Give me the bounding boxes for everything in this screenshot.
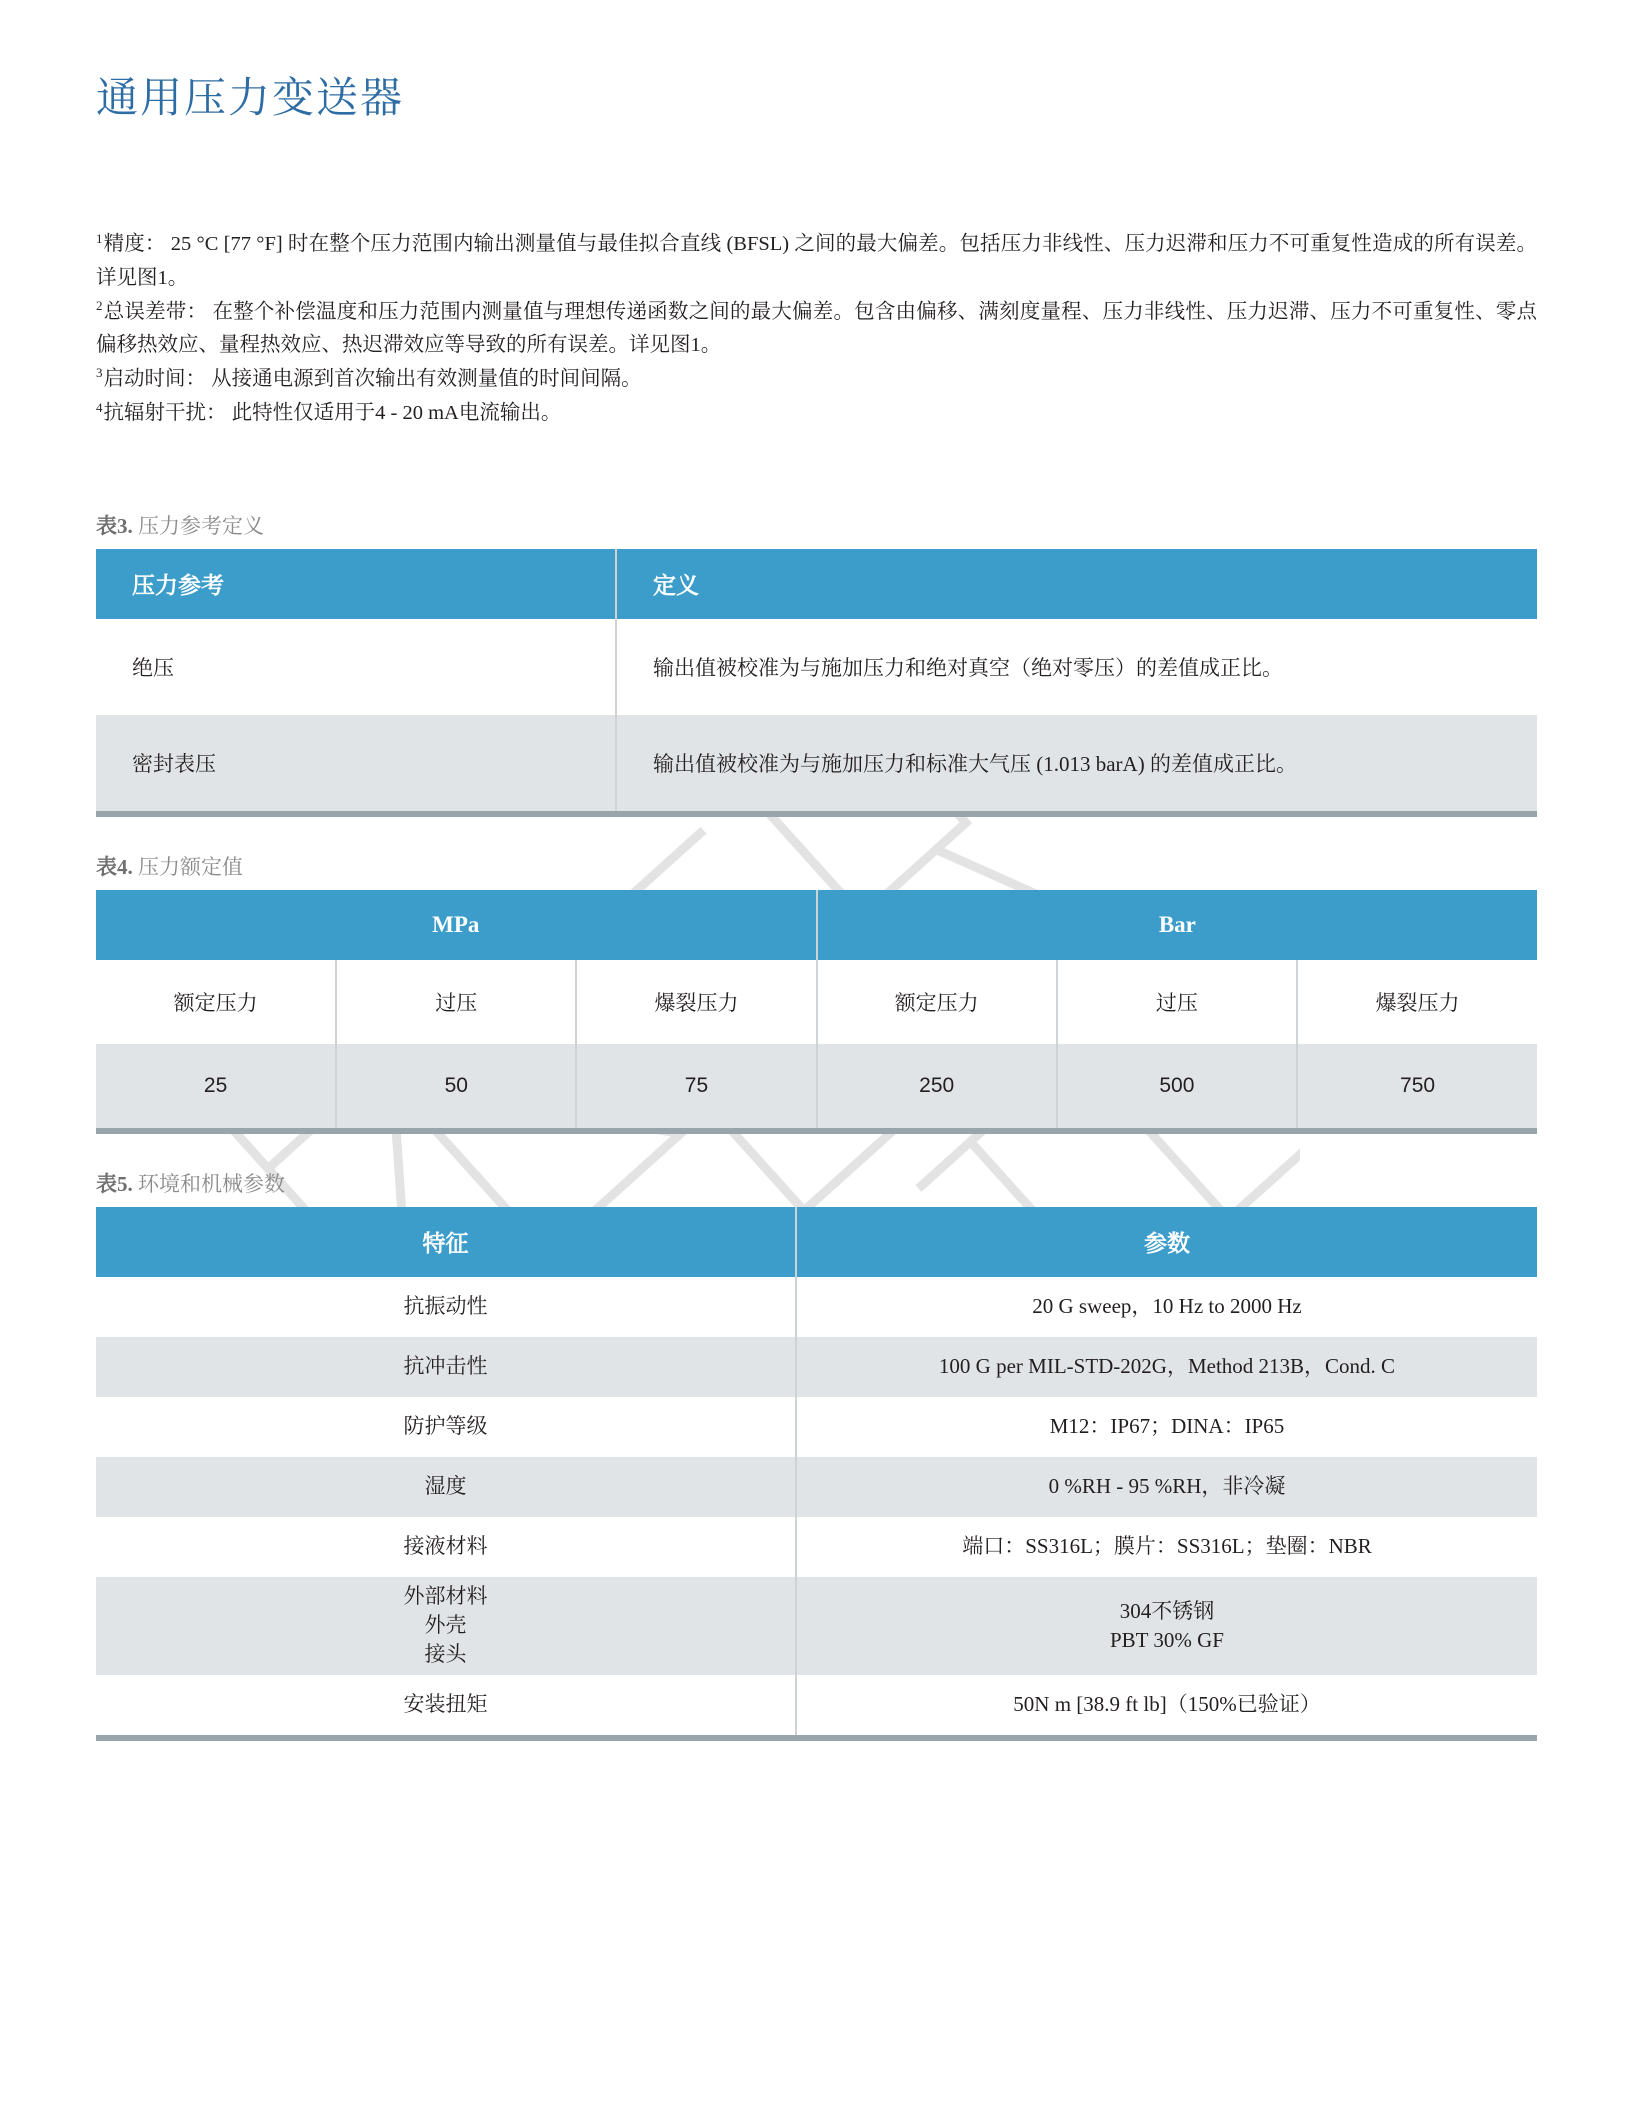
table3-col-header-reference: 压力参考 [96, 549, 616, 619]
table5-col-header-parameter: 参数 [796, 1207, 1537, 1277]
table4-value-bar-burst: 750 [1297, 1044, 1537, 1131]
table4-subheader-row [96, 960, 1537, 1044]
table-pressure-ratings [96, 890, 1537, 1134]
table4-subheader-mpa-burst: 爆裂压力 [576, 960, 816, 1044]
table4-subheader-mpa-overpressure: 过压 [336, 960, 576, 1044]
table-pressure-reference-definitions [96, 549, 1537, 817]
page-title: 通用压力变送器 [96, 76, 405, 122]
table3-cell-reference: 密封表压 [96, 715, 616, 814]
table5-cell-value: 50N m [38.9 ft lb]（150%已验证） [796, 1675, 1537, 1738]
table3-caption [96, 510, 1537, 549]
table5-caption [96, 1168, 1537, 1207]
table5-cell-feature: 抗振动性 [403, 1294, 488, 1319]
table5-cell-feature: 湿度 [96, 1457, 796, 1517]
table3-header-row [96, 549, 1537, 619]
table4-value-mpa-burst: 75 [576, 1044, 816, 1131]
footnote-3 [96, 363, 1537, 396]
footnote-marker: 4 [96, 399, 103, 415]
table5-cell-value: 端口：SS316L；膜片：SS316L；垫圈：NBR [796, 1517, 1537, 1577]
footnotes-block [96, 228, 1537, 430]
table-row [96, 1044, 1537, 1131]
footnote-marker: 1 [96, 230, 103, 246]
table5-caption-number: 表5. [96, 1171, 133, 1196]
table-row [96, 1337, 1537, 1397]
footnote-text: 精度： 25 °C [77 °F] 时在整个压力范围内输出测量值与最佳拟合直线 (BFSL) 之间的最大偏差。包括压力非线性、压力迟滞和压力不可重复性造成的所有误差。详见图1。 [96, 233, 1537, 289]
table5-cell-feature: 抗冲击性 [96, 1337, 796, 1397]
table5-cell-value: 100 G per MIL-STD-202G，Method 213B，Cond. C [796, 1337, 1537, 1397]
footnote-text: 抗辐射干扰： 此特性仅适用于4 - 20 mA电流输出。 [103, 402, 562, 425]
footnote-text: 启动时间： 从接通电源到首次输出有效测量值的时间间隔。 [103, 368, 642, 391]
table4-subheader-bar-rated: 额定压力 [817, 960, 1057, 1044]
table-row [96, 1517, 1537, 1577]
table3-caption-number: 表3. [96, 513, 133, 538]
footnote-marker: 2 [96, 297, 103, 313]
table-row [96, 1397, 1537, 1457]
table5-cell-value: 0 %RH - 95 %RH，非冷凝 [796, 1457, 1537, 1517]
table5-cell-feature: 接液材料 [403, 1534, 488, 1559]
table5-header-row [96, 1207, 1537, 1277]
table4-unit-header-row [96, 890, 1537, 960]
footnote-marker: 3 [96, 365, 103, 381]
table5-col-header-feature: 特征 [96, 1207, 796, 1277]
table4-unit-bar: Bar [817, 890, 1538, 960]
table-row [96, 715, 1537, 814]
table4-subheader-mpa-rated: 额定压力 [96, 960, 336, 1044]
table5-caption-text: 环境和机械参数 [138, 1171, 285, 1196]
table4-value-bar-overpressure: 500 [1057, 1044, 1297, 1131]
table3-cell-definition: 输出值被校准为与施加压力和绝对真空（绝对零压）的差值成正比。 [616, 619, 1537, 715]
table5-cell-value: 20 G sweep，10 Hz to 2000 Hz [796, 1277, 1537, 1337]
table-row [96, 1457, 1537, 1517]
table4-subheader-bar-overpressure: 过压 [1057, 960, 1297, 1044]
table4-value-bar-rated: 250 [817, 1044, 1057, 1131]
table4-value-mpa-overpressure: 50 [336, 1044, 576, 1131]
table5-cell-feature: 外部材料 外壳 接头 [96, 1577, 796, 1675]
table5-cell-value: M12：IP67；DINA：IP65 [796, 1397, 1537, 1457]
footnote-4 [96, 397, 1537, 430]
table-environmental-mechanical-parameters [96, 1207, 1537, 1741]
table3-caption-text: 压力参考定义 [138, 513, 264, 538]
table5-cell-value: 304不锈钢 PBT 30% GF [796, 1577, 1537, 1675]
table-row [96, 1577, 1537, 1675]
table3-col-header-definition: 定义 [616, 549, 1537, 619]
table3-cell-definition: 输出值被校准为与施加压力和标准大气压 (1.013 barA) 的差值成正比。 [616, 715, 1537, 814]
table4-subheader-bar-burst: 爆裂压力 [1297, 960, 1537, 1044]
table-row [96, 1277, 1537, 1337]
table4-value-mpa-rated: 25 [96, 1044, 336, 1131]
table-row [96, 1675, 1537, 1738]
table4-unit-mpa: MPa [96, 890, 817, 960]
table4-caption-text: 压力额定值 [138, 854, 243, 879]
footnote-1 [96, 228, 1537, 294]
footnote-2 [96, 296, 1537, 362]
table4-caption-number: 表4. [96, 854, 133, 879]
table3-cell-reference: 绝压 [132, 655, 174, 680]
table5-cell-feature: 防护等级 [403, 1414, 488, 1439]
table4-caption [96, 851, 1537, 890]
footnote-text: 总误差带： 在整个补偿温度和压力范围内测量值与理想传递函数之间的最大偏差。包含由偏移、满刻度量程、压力非线性、压力迟滞、压力不可重复性、零点偏移热效应、量程热效应、热迟滞效应等导致的所有误差。详见图1。 [96, 300, 1537, 356]
table-row [96, 619, 1537, 715]
table5-cell-feature: 安装扭矩 [403, 1692, 488, 1717]
